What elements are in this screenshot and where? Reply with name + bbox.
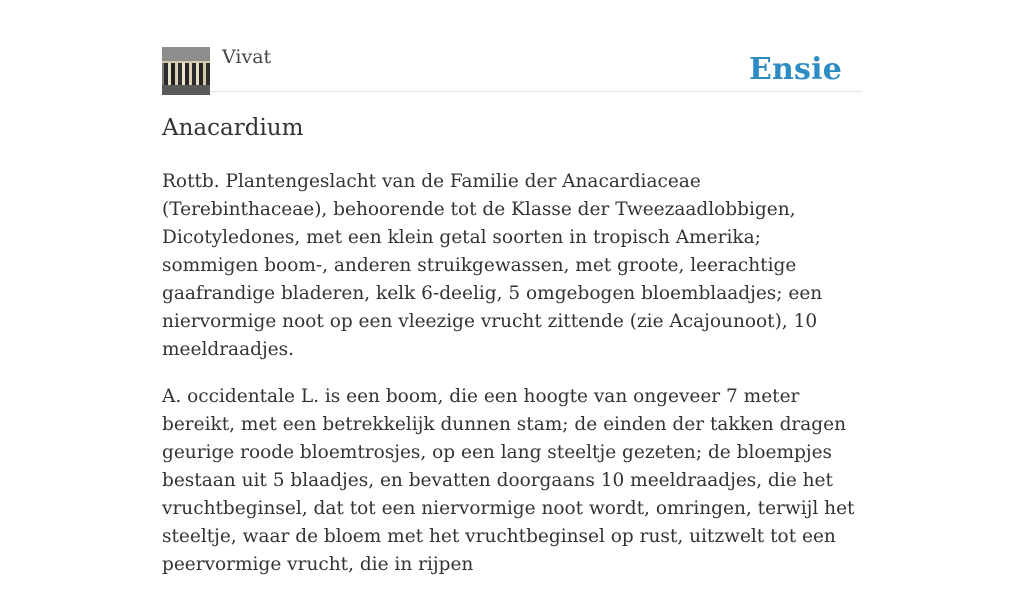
paragraph: Rottb. Plantengeslacht van de Familie der Anacardiaceae (Terebinthaceae), behoorende tot de Klasse der Tweezaadlobbigen, Dicotyledones, met een klein getal soorten in tropisch Amerika; sommigen boom-, anderen struikgewassen, met groote, leerachtige gaafrandige bladeren, kelk 6-deelig, 5 omgebogen bloemblaadjes; een niervormige noot op een vleezige vrucht zittende (zie Acajounoot), 10 meeldraadjes. [162,171,823,360]
brand-logo[interactable]: Ensie [748,52,842,87]
paragraph: A. occidentale L. is een boom, die een hoogte van ongeveer 7 meter bereikt, met een betrekkelijk dunnen stam; de einden der takken dragen geurige roode bloemtrosjes, op een lang steeltje gezeten; de bloempjes bestaan uit 5 blaadjes, en bevatten doorgaans 10 meeldraadjes, die het vruchtbeginsel, dat tot een niervormige noot wordt, omringen, terwijl het steeltje, waar de bloem met het vruchtbeginsel op rust, uitzwelt tot een peervormige vrucht, die in rijpen [162,386,855,575]
header [162,0,862,92]
article-body [162,168,862,598]
source-name[interactable]: Vivat [222,46,272,68]
page-title: Anacardium [162,115,304,141]
source-avatar[interactable] [162,47,210,95]
book-spines-icon [162,47,210,95]
page [162,0,862,575]
